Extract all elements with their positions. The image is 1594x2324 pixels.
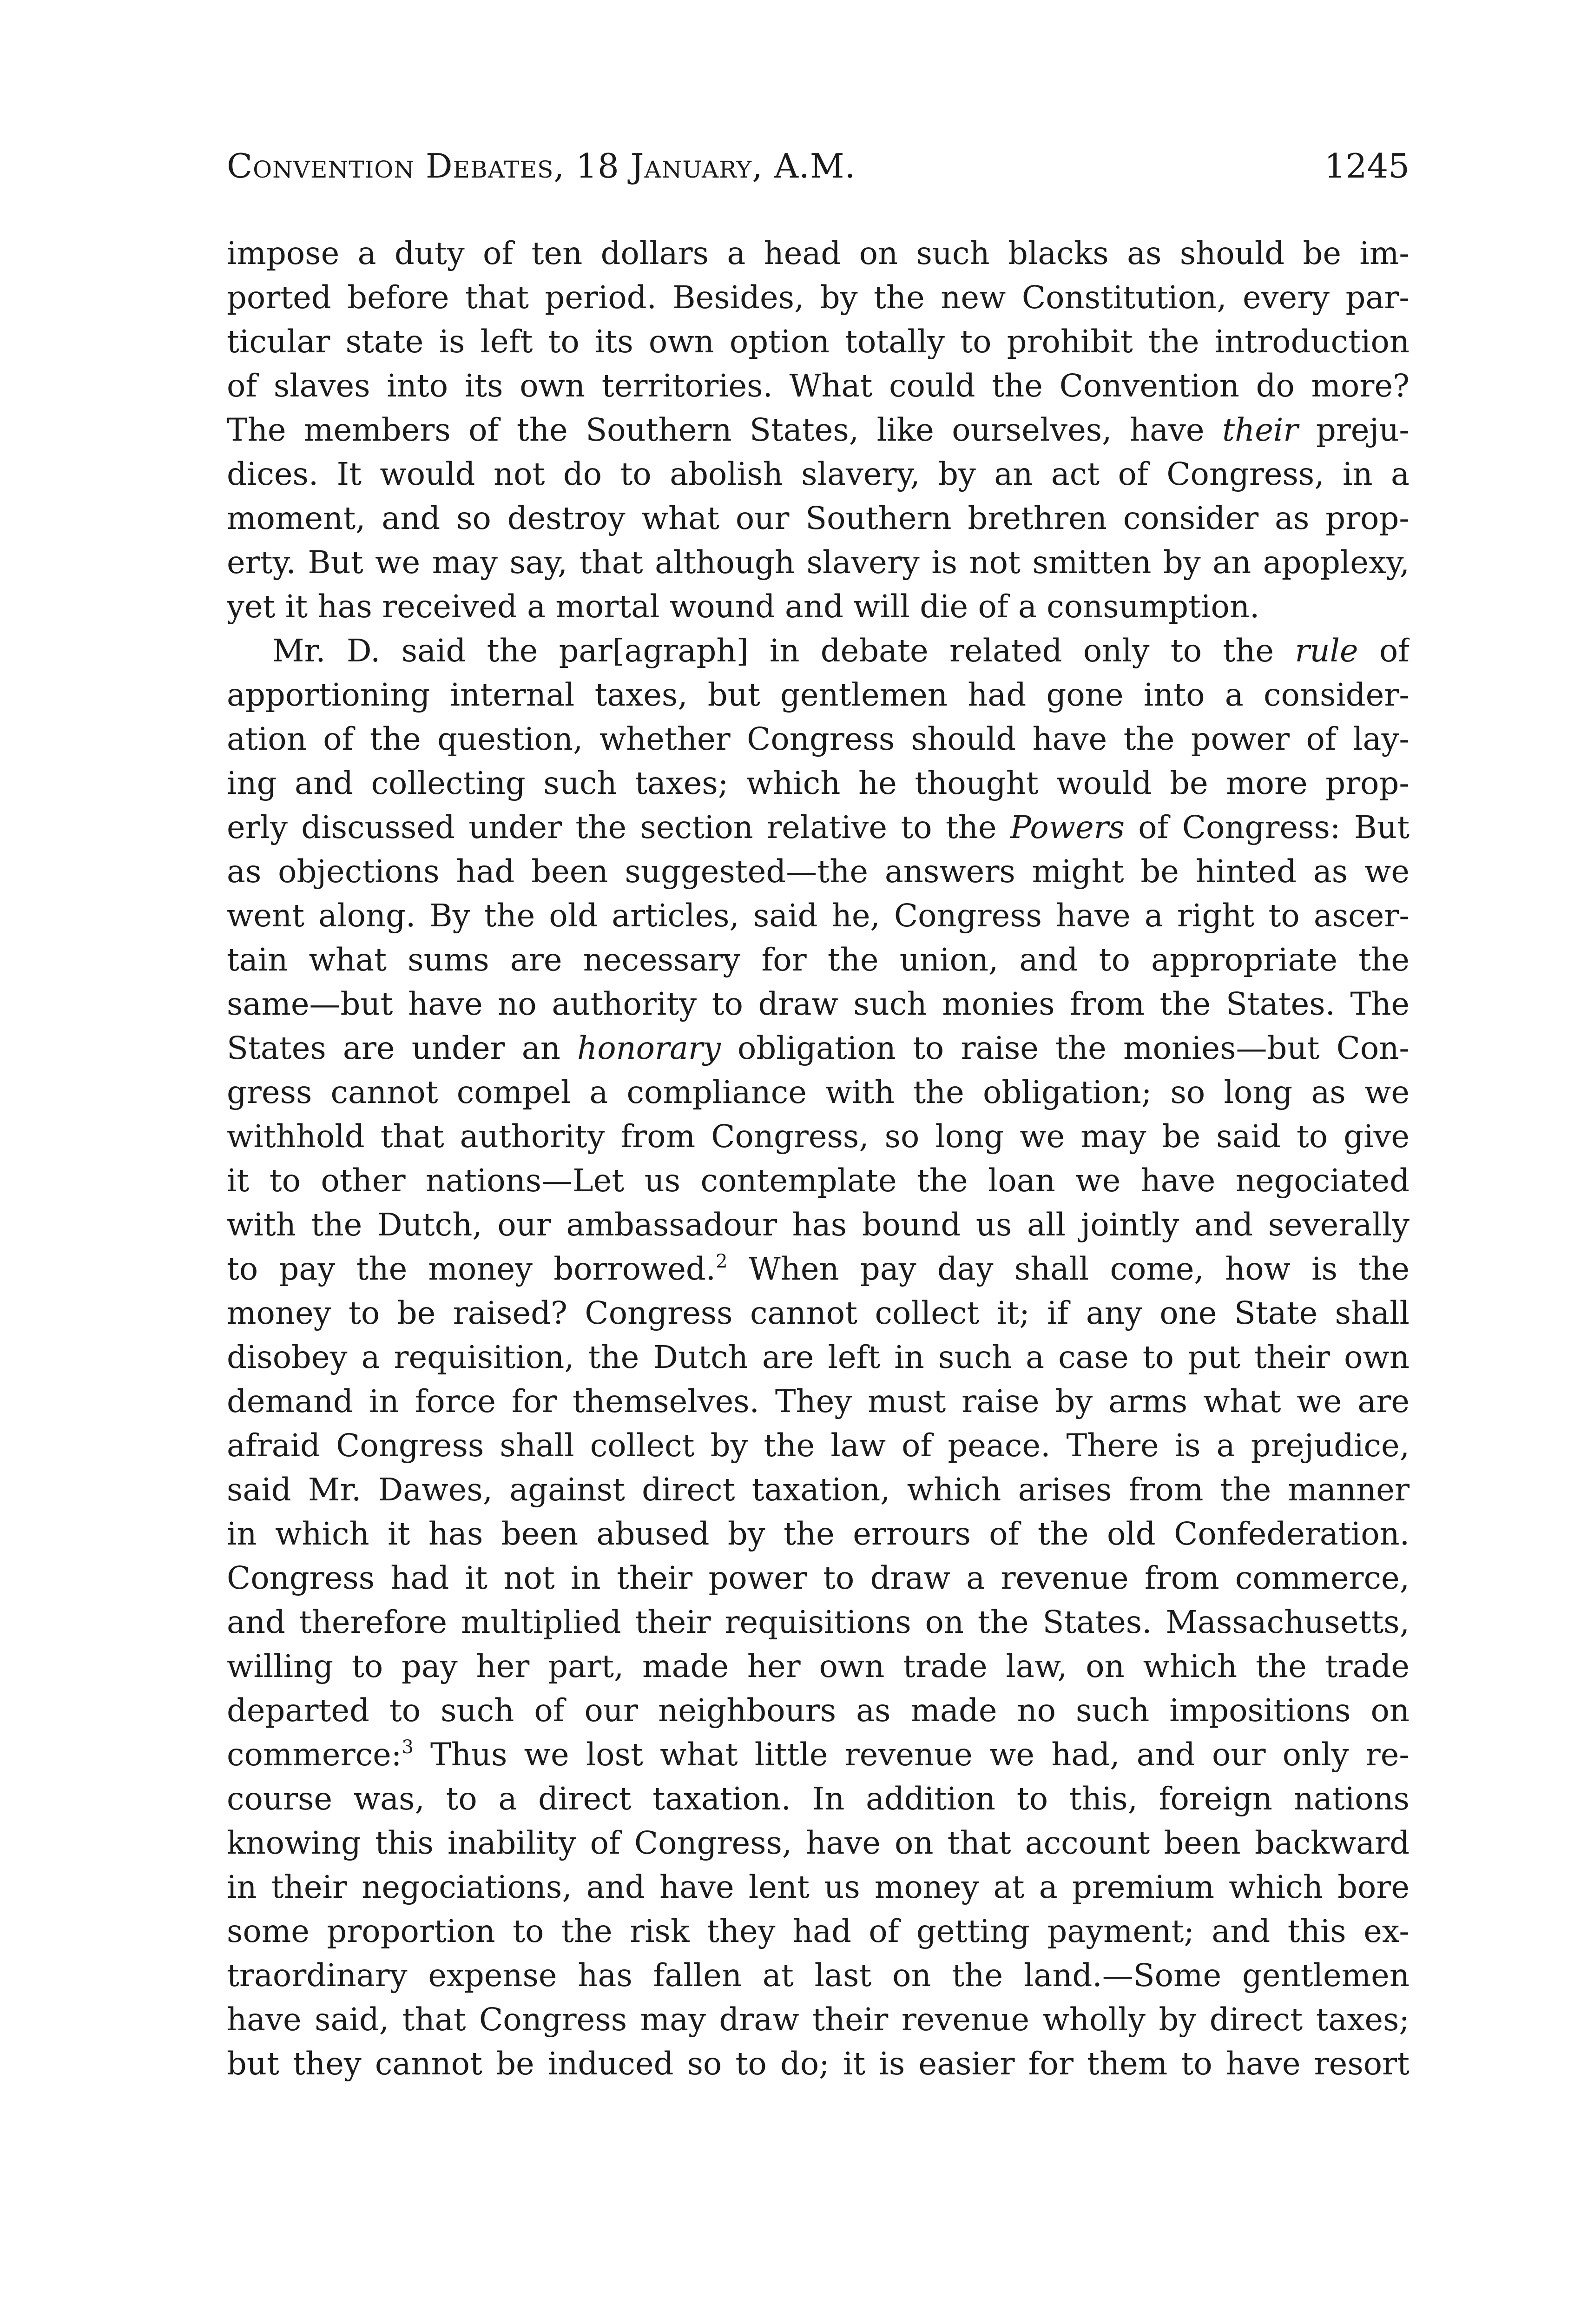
text-line: erty. But we may say, that although slavery is not smitten by an apoplexy,: [227, 544, 1410, 581]
text-line: yet it has received a mortal wound and will die of a consumption.: [227, 588, 1260, 625]
footnote-marker: 2: [716, 1251, 728, 1272]
text-line: but they cannot be induced so to do; it is easier for them to have resort: [227, 2046, 1410, 2082]
text-line: went along. By the old articles, said he, Congress have a right to ascer-: [227, 898, 1410, 934]
text-line: said Mr. Dawes, against direct taxation, which arises from the manner: [227, 1472, 1410, 1508]
text-line: demand in force for themselves. They must raise by arms what we are: [227, 1383, 1410, 1419]
text-line: erly discussed under the section relative to the Powers of Congress: But: [227, 809, 1410, 845]
text-line: disobey a requisition, the Dutch are left in such a case to put their own: [227, 1339, 1410, 1375]
text-line: willing to pay her part, made her own trade law, on which the trade: [227, 1648, 1410, 1684]
italic-emphasis: Powers: [1010, 809, 1125, 845]
text-line: of slaves into its own territories. What could the Convention do more?: [227, 368, 1410, 404]
italic-emphasis: rule: [1295, 633, 1358, 669]
italic-emphasis: honorary: [577, 1030, 721, 1066]
text-line: ing and collecting such taxes; which he thought would be more prop-: [227, 765, 1410, 801]
text-line: in which it has been abused by the errours of the old Confederation.: [227, 1516, 1410, 1552]
text-line: as objections had been suggested—the answers might be hinted as we: [227, 853, 1410, 890]
text-line: moment, and so destroy what our Southern brethren consider as prop-: [227, 500, 1410, 536]
text-line: money to be raised? Congress cannot collect it; if any one State shall: [227, 1295, 1410, 1331]
text-line: it to other nations—Let us contemplate the loan we have negociated: [227, 1162, 1410, 1199]
text-line: ticular state is left to its own option totally to prohibit the introduction: [227, 324, 1410, 360]
text-line: withhold that authority from Congress, so long we may be said to give: [227, 1118, 1410, 1155]
running-head: Convention Debates, 18 January, A.M.: [227, 146, 856, 185]
text-line: departed to such of our neighbours as made no such impositions on: [227, 1692, 1410, 1729]
text-line: knowing this inability of Congress, have on that account been backward: [227, 1825, 1410, 1861]
text-line: course was, to a direct taxation. In addition to this, foreign nations: [227, 1781, 1410, 1817]
text-line: traordinary expense has fallen at last on the land.—Some gentlemen: [227, 1957, 1410, 1994]
text-line: tain what sums are necessary for the union, and to appropriate the: [227, 942, 1410, 978]
text-line: commerce:$^3$ Thus we lost what little revenue we had, and our only re-: [227, 1736, 1410, 1773]
text-line: ation of the question, whether Congress should have the power of lay-: [227, 721, 1410, 757]
text-line: gress cannot compel a compliance with the obligation; so long as we: [227, 1074, 1410, 1110]
text-line: apportioning internal taxes, but gentlemen had gone into a consider-: [227, 677, 1410, 713]
page-header: [227, 140, 1410, 191]
text-line: and therefore multiplied their requisitions on the States. Massachusetts,: [227, 1604, 1410, 1640]
italic-emphasis: their: [1222, 412, 1298, 448]
page-number: 1245: [1324, 146, 1410, 185]
text-line: ported before that period. Besides, by the new Constitution, every par-: [227, 279, 1410, 316]
text-line: afraid Congress shall collect by the law of peace. There is a prejudice,: [227, 1427, 1410, 1464]
paragraph-start-line: Mr. D. said the par[agraph] in debate related only to the rule of: [272, 633, 1410, 669]
text-line: States are under an honorary obligation to raise the monies—but Con-: [227, 1030, 1410, 1066]
text-line: with the Dutch, our ambassadour has bound us all jointly and severally: [227, 1207, 1410, 1243]
text-line: The members of the Southern States, like ourselves, have their preju-: [227, 412, 1410, 448]
text-line: impose a duty of ten dollars a head on such blacks as should be im-: [227, 235, 1410, 271]
footnote-marker: 3: [402, 1736, 414, 1758]
text-line: have said, that Congress may draw their revenue wholly by direct taxes;: [227, 2001, 1410, 2038]
text-line: dices. It would not do to abolish slavery, by an act of Congress, in a: [227, 456, 1410, 492]
text-line: in their negociations, and have lent us money at a premium which bore: [227, 1869, 1410, 1905]
text-line: same—but have no authority to draw such monies from the States. The: [227, 986, 1410, 1022]
text-line: Congress had it not in their power to draw a revenue from commerce,: [227, 1560, 1410, 1596]
text-line: some proportion to the risk they had of getting payment; and this ex-: [227, 1913, 1410, 1949]
text-line: to pay the money borrowed.$^2$ When pay day shall come, how is the: [227, 1251, 1410, 1287]
body-text: [227, 231, 1410, 2174]
